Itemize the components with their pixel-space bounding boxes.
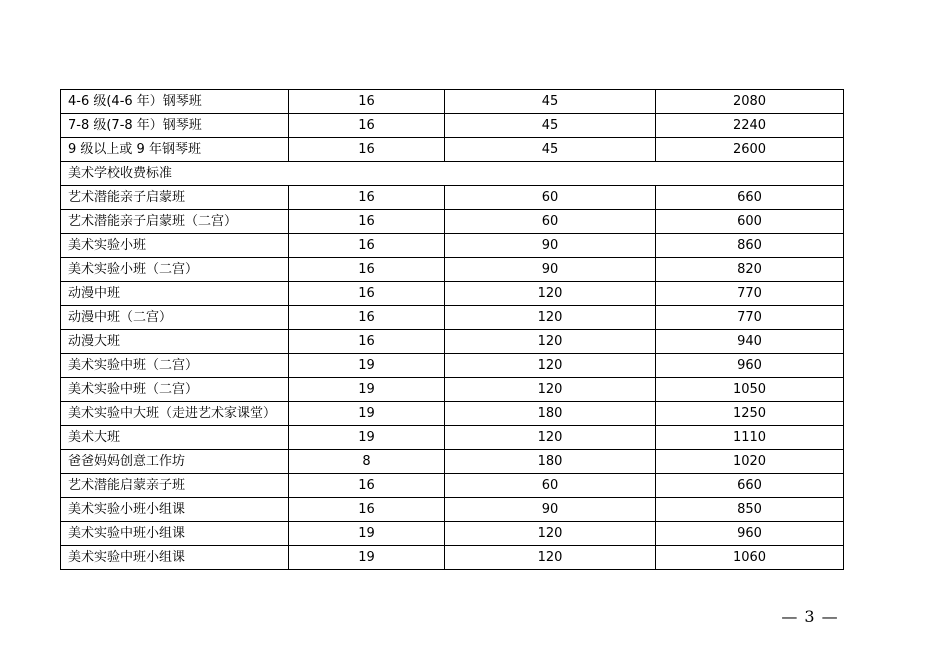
fee-cell: 660 [656, 186, 844, 210]
fee-cell: 860 [656, 234, 844, 258]
sessions-cell: 16 [289, 210, 445, 234]
table-row [61, 330, 844, 354]
duration-cell: 60 [445, 186, 656, 210]
table-row [61, 498, 844, 522]
duration-cell: 45 [445, 114, 656, 138]
course-name-cell: 美术实验中班（二宫） [61, 378, 289, 402]
sessions-cell: 16 [289, 186, 445, 210]
fee-cell: 1020 [656, 450, 844, 474]
duration-cell: 60 [445, 474, 656, 498]
fee-cell: 2240 [656, 114, 844, 138]
table-row [61, 90, 844, 114]
course-name-cell: 美术实验小班（二宫） [61, 258, 289, 282]
section-title: 美术学校收费标准 [61, 162, 844, 186]
fee-table-body [61, 90, 844, 570]
fee-cell: 770 [656, 306, 844, 330]
fee-cell: 1060 [656, 546, 844, 570]
sessions-cell: 16 [289, 90, 445, 114]
course-name-cell: 7-8 级(7-8 年）钢琴班 [61, 114, 289, 138]
course-name-cell: 动漫中班 [61, 282, 289, 306]
sessions-cell: 16 [289, 258, 445, 282]
fee-cell: 1110 [656, 426, 844, 450]
fee-cell: 850 [656, 498, 844, 522]
duration-cell: 120 [445, 522, 656, 546]
duration-cell: 45 [445, 138, 656, 162]
table-row [61, 138, 844, 162]
course-name-cell: 4-6 级(4-6 年）钢琴班 [61, 90, 289, 114]
section-header-row [61, 162, 844, 186]
fee-cell: 820 [656, 258, 844, 282]
table-row [61, 306, 844, 330]
course-name-cell: 美术实验小班小组课 [61, 498, 289, 522]
course-name-cell: 美术实验中大班（走进艺术家课堂） [61, 402, 289, 426]
duration-cell: 120 [445, 282, 656, 306]
course-name-cell: 爸爸妈妈创意工作坊 [61, 450, 289, 474]
duration-cell: 90 [445, 498, 656, 522]
duration-cell: 60 [445, 210, 656, 234]
course-name-cell: 美术实验中班小组课 [61, 546, 289, 570]
fee-cell: 1250 [656, 402, 844, 426]
duration-cell: 120 [445, 546, 656, 570]
table-row [61, 114, 844, 138]
table-row [61, 354, 844, 378]
table-row [61, 378, 844, 402]
duration-cell: 180 [445, 450, 656, 474]
fee-cell: 960 [656, 354, 844, 378]
table-row [61, 426, 844, 450]
table-row [61, 474, 844, 498]
table-row [61, 186, 844, 210]
fee-cell: 600 [656, 210, 844, 234]
sessions-cell: 16 [289, 138, 445, 162]
duration-cell: 90 [445, 258, 656, 282]
duration-cell: 45 [445, 90, 656, 114]
duration-cell: 120 [445, 426, 656, 450]
sessions-cell: 19 [289, 378, 445, 402]
sessions-cell: 16 [289, 474, 445, 498]
course-name-cell: 艺术潜能启蒙亲子班 [61, 474, 289, 498]
course-name-cell: 动漫中班（二宫） [61, 306, 289, 330]
fee-cell: 770 [656, 282, 844, 306]
table-row [61, 546, 844, 570]
course-name-cell: 美术实验中班（二宫） [61, 354, 289, 378]
duration-cell: 90 [445, 234, 656, 258]
sessions-cell: 19 [289, 354, 445, 378]
sessions-cell: 19 [289, 546, 445, 570]
table-row [61, 258, 844, 282]
course-name-cell: 动漫大班 [61, 330, 289, 354]
course-name-cell: 美术大班 [61, 426, 289, 450]
fee-table [60, 89, 844, 570]
table-row [61, 210, 844, 234]
course-name-cell: 美术实验小班 [61, 234, 289, 258]
course-name-cell: 9 级以上或 9 年钢琴班 [61, 138, 289, 162]
duration-cell: 180 [445, 402, 656, 426]
duration-cell: 120 [445, 306, 656, 330]
sessions-cell: 16 [289, 306, 445, 330]
table-row [61, 282, 844, 306]
sessions-cell: 19 [289, 402, 445, 426]
fee-cell: 1050 [656, 378, 844, 402]
table-row [61, 450, 844, 474]
sessions-cell: 16 [289, 330, 445, 354]
table-row [61, 522, 844, 546]
course-name-cell: 美术实验中班小组课 [61, 522, 289, 546]
sessions-cell: 19 [289, 426, 445, 450]
sessions-cell: 19 [289, 522, 445, 546]
table-row [61, 402, 844, 426]
fee-cell: 2080 [656, 90, 844, 114]
sessions-cell: 16 [289, 234, 445, 258]
fee-cell: 940 [656, 330, 844, 354]
sessions-cell: 16 [289, 498, 445, 522]
course-name-cell: 艺术潜能亲子启蒙班（二宫） [61, 210, 289, 234]
duration-cell: 120 [445, 330, 656, 354]
sessions-cell: 16 [289, 282, 445, 306]
course-name-cell: 艺术潜能亲子启蒙班 [61, 186, 289, 210]
fee-cell: 960 [656, 522, 844, 546]
fee-cell: 2600 [656, 138, 844, 162]
page-number: — 3 — [781, 607, 839, 626]
sessions-cell: 8 [289, 450, 445, 474]
duration-cell: 120 [445, 378, 656, 402]
duration-cell: 120 [445, 354, 656, 378]
table-row [61, 234, 844, 258]
sessions-cell: 16 [289, 114, 445, 138]
fee-cell: 660 [656, 474, 844, 498]
